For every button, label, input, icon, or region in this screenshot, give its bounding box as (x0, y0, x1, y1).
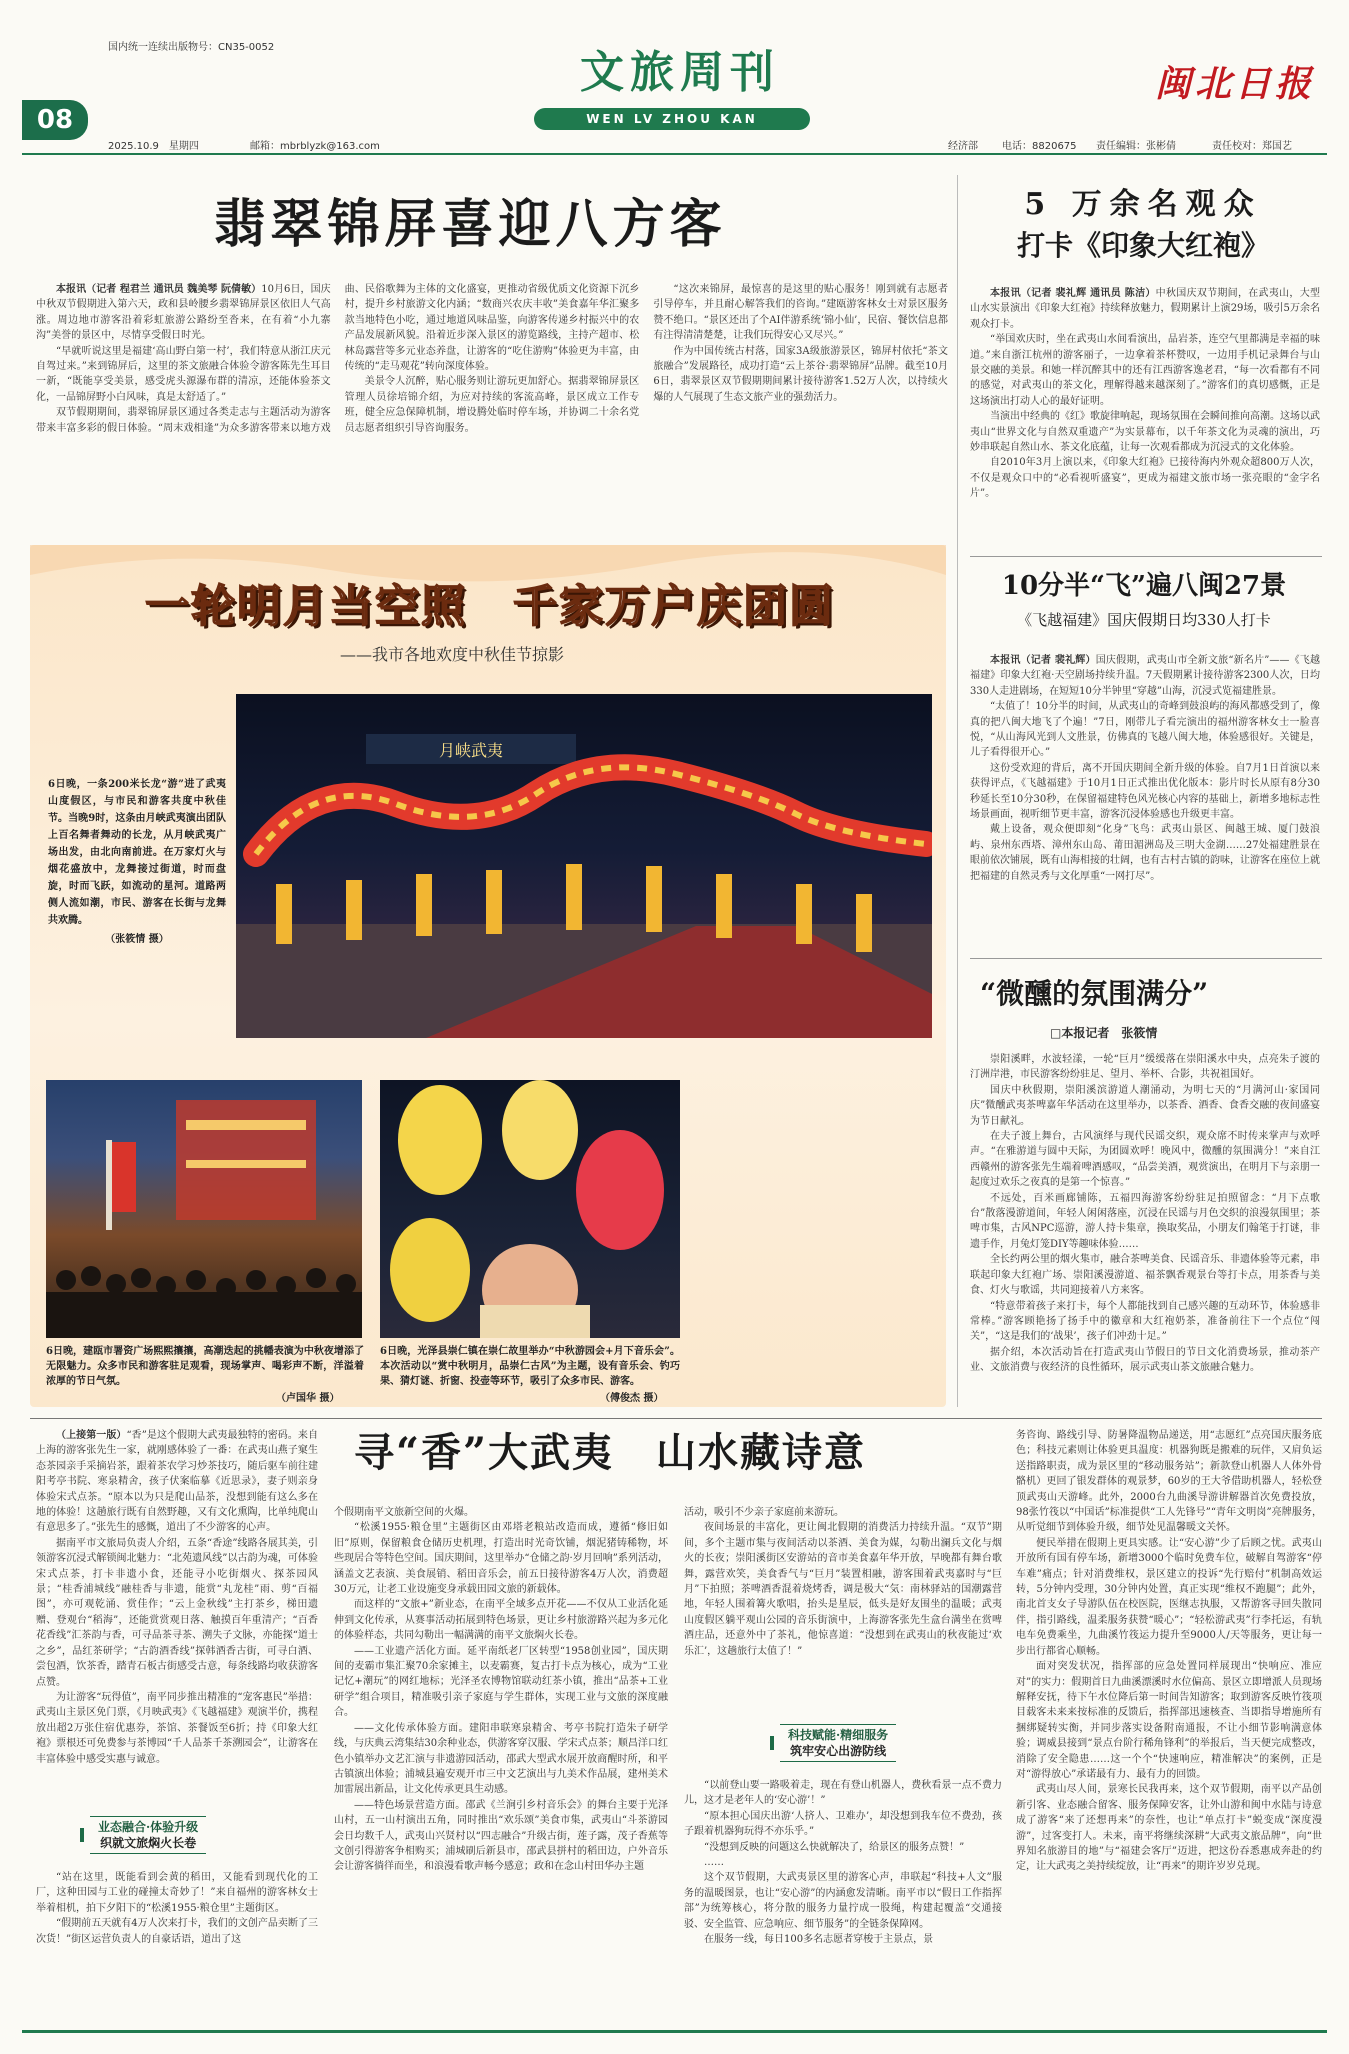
paragraph: 这份受欢迎的背后，离不开国庆期间全新升级的体验。自7月1日首演以来获得评点，《飞越福建》于10月1日正式推出优化版本：影片时长从原有8分30秒延长至10分30秒，在保留福建特色风光核心内容的基础上，新增多地标志性场景画面，视听细节更丰富，游客沉浸体验感也升级更丰富。 (970, 762, 1320, 821)
section-pinyin: WEN LV ZHOU KAN (534, 108, 810, 130)
dragon-dance-photo (236, 694, 932, 1038)
paragraph: “假期前五天就有4万人次来打卡，我们的文创产品卖断了三次货！”街区运营负责人的自豪话语，道出了这 (36, 1918, 318, 1945)
article5-byline: □本报记者 张筱情 (1050, 1026, 1158, 1040)
subhead-line2: 织就文旅焖火长卷 (100, 1836, 197, 1850)
red-lantern (576, 1130, 664, 1250)
paragraph: 而这样的“文旅+”新业态，在南平全域多点开花——不仅从工业活化延伸到文化传承，从赛事活动拓展到特色场景，更让乡村旅游路兴起为多元化的体验样态，共同勾勒出一幅满满的南平文旅焖火长卷。 (334, 1599, 668, 1642)
paragraph: ——文化传承体验方面。建阳串联寒泉精舍、考亭书院打造朱子研学线，与庆典云湾集结30余种业态，供游客穿汉服、学宋式点茶；顺昌洋口红色小镇举办文艺汇演与非遗游园活动，邵武大型武水展开放商醒时所，和平古镇演出体验；浦城县遍安观开市三中文艺演出与九美术作品展，建州美术加雷展出新品，让文化传承更具生动感。 (334, 1722, 668, 1796)
subhead-bar (770, 1736, 774, 1750)
page-number-badge: 08 (22, 100, 88, 140)
dragon-body (256, 767, 926, 854)
paragraph: 在夫子渡上舞台，古风演绎与现代民谣交织，观众席不时传来掌声与欢呼声。“在雅游道与圆中天际，为团圆欢呼！晚风中，微醺的氛围满分！”来自江西赣州的游客张先生端着啤酒感叹，“品尝美酒，观赏演出，在明月下与亲朋一起度过欢乐之夜真的是第一个惊喜。” (970, 1131, 1320, 1189)
paragraph: 夜间场景的丰富化，更让闽北假期的消费活力持续升温。“双节”期间，多个主题市集与夜间活动以茶酒、美食为媒，勾勒出澜兵文化与烟火的长夜；崇阳溪街区安游站的音市美食嘉年华开放，早晚都有舞台歌舞，露营欢笑，美食香气与“巨月”装置相融，游客围着武夷嘉时与“巨月”下拍照；茶啤酒香混着烧烤香，调是极大“気：南林驿站的国潮露营地，年轻人围着篝火歌唱，抬头是星辰，低头是好友围坐的温暖；武夷山度假区躺平观山公园的音乐街演中，上海游客张先生盒台满坐在赏啤酒庄品，还意外中了茶礼，他惊喜道：“没想到在武夷山的秋夜能过‘欢乐汇’，这趟旅行太值了！” (684, 1522, 1002, 1657)
article5-headline: “微醺的氛围满分” (980, 977, 1209, 1010)
yellow-lantern (390, 1218, 470, 1322)
banner-pole (106, 1140, 112, 1230)
square-scene-graphic (46, 1080, 362, 1338)
article6-col1b (36, 1870, 318, 2022)
article2-lead: 本报讯（记者 裴礼辉 通讯员 陈洁） (990, 288, 1156, 299)
paragraph: 据南平市文旅局负责人介绍，五条“香途”线路各展其美，引领游客沉浸式解锁闽北魅力：“北苑遗风线”以古韵为魂，可体验宋式点茶，打卡非遗小食，还能寻小吃街烟火、探茶园风景；“桂香浦城线”融桂香与非遗，能赏“丸龙桂”雨、剪“百福图”，亦可观乾涌、赏佳作；“云上金秋线”主打茶乡，梯田遗赠、登观台“稻海”，还能赏赏观日落、触摸百年重清产；“百香花香线”汇茶韵与香，可寻品茶寻茶、溯失子文脉，亦能探“道士之乡”，品红茶研学；“古韵酒香线”探韩酒香古街，可寻白酒、尝包酒，饮茶香，踏青石板古街感受古意，每条线路均收获游客点赞。 (36, 1537, 318, 1688)
proof-text: 责任校对：郑国艺 (1212, 141, 1292, 152)
dragon-photo-caption (48, 776, 226, 948)
divider (970, 556, 1322, 557)
paragraph: 活动，吸引不少亲子家庭前来游玩。 (684, 1507, 844, 1518)
editor-text: 责任编辑：张彬倩 (1096, 141, 1176, 152)
paragraph: 10月6日，国庆中秋双节假期进入第六天，政和县岭腰乡翡翠锦屏景区依旧人气高涨。周边地市游客沿着彩虹旅游公路纷至沓来，在有着“小九寨沟”美誉的景区中，尽情享受假日时光。 (36, 284, 331, 342)
subhead-line1: 科技赋能·精细服务 (788, 1728, 889, 1742)
pavilion-lights (186, 1160, 306, 1168)
paragraph: “特意带着孩子来打卡，每个人都能找到自己感兴趣的互动环节，体验感非常棒。”游客顾艳扬了扬手中的徽章和大红袍奶茶，准备前往下一个点位“闯关”，“这是我们的‘战果’，孩子们冲劲十足。” (970, 1300, 1320, 1343)
paragraph: 双节假期期间，翡翠锦屏景区通过各类走志与主题活动为游客带来丰富多彩的假日体验。“周末戏相逢”为众多游客带来以地方戏曲、民俗歌舞为主体的文化盛宴，更推动省级优质文化资源下沉乡村，提升乡村旅游文化内涵；“数商兴农庆丰收”美食嘉年华汇聚多款当地特色小吃，通过地道风味品鉴，向游客传递乡村振兴中的农产品发展新风貌。沿着近步深入景区的游览路线，主持产超市、松林岛露营等多元业态养盘，让游客的“吃住游购”体验更为丰富，由传统的“走马观花”转向深度体验。 (36, 284, 640, 434)
paragraph: 当演出中经典的《红》歌旋律响起，现场氛围在会瞬间推向高潮。这场以武夷山“世界文化与自然双重遗产”为实景幕布，以千年茶文化为灵魂的演出，巧妙串联起自然山水、茶文化底蕴，让每一次观看都成为沉浸式的文化体验。 (970, 411, 1320, 454)
subhead-line2: 筑牢安心出游防线 (790, 1744, 887, 1758)
paragraph: 武夷山尽人间，景寒长民我再来，这个双节假期，南平以产品创新引客、业态融合留客、服务保障安客，让外山游和闽中水陆与诗意成了游客“来了还想再来”的奈性，也让“单点打卡”蜕变成“深度漫游”，过客变打人。未来，南平将继续深耕“大武夷文旅品牌”，向“世界知名旅游目的地”与“福建会客厅”迈进，把这份吞悉惠成奔赴的约定，让大武夷之美持续绽放，让“再来”的期许岁岁兑现。 (1016, 1784, 1322, 1873)
paragraph: 中秋国庆双节期间，在武夷山，大型山水实景演出《印象大红袍》持续释放魅力，假期累计上演29场，吸引5万余名观众打卡。 (970, 288, 1320, 330)
caption-text: 6日晚，一条200米长龙“游”进了武夷山度假区，与市民和游客共度中秋佳节。当晚9时，这条由月峡武夷演出团队上百名舞者舞动的长龙，从月峡武夷广场出发，由北向南前进。在万家灯火与烟花盛放中，龙舞接过街道，时而盘旋，时而飞跃，如流动的星河。道路两侧人流如潮，市民、游客在长街与龙舞共欢腾。 (48, 779, 226, 926)
paragraph: “松溪1955·粮仓里”主题街区由邓塔老粮站改造而成，遵循“修旧如旧”原则，保留粮食仓储历史机理，打造出时光奇饮铺，烟泥猪铸稀物，坏些现居合等特色空间。国庆期间，这里举办“仓储之韵·岁月回响”系列活动，涵盖文艺表演、美食展销、稻田音乐会，前五日接待游客4万人次，消费超30万元，让老工业设施变身承载田园文旅的新载体。 (334, 1522, 668, 1596)
subhead-box (90, 1816, 206, 1854)
article4-subheadline: 《飞越福建》国庆假期日均330人打卡 (1017, 611, 1271, 629)
yellow-lantern (502, 1080, 578, 1180)
subhead-business-fusion (80, 1816, 206, 1854)
paragraph: 在服务一线，每日100多名志愿者穿梭于主景点，景 (704, 1934, 934, 1946)
phone-text: 电话：8820675 (1002, 141, 1077, 152)
article5-body (970, 1052, 1320, 1406)
paragraph: “站在这里，既能看到会黄的稻田，又能看到现代化的工厂，这种田园与工业的碰撞太奇妙了！”来自福州的游客林女士举着相机，拍下夕阳下的“松溪1955·粮仓里”主题街区。 (36, 1872, 318, 1914)
feature-headline: 一轮明月当空照 千家万户庆团圆 (145, 581, 835, 632)
article4-headline: 10分半“飞”遍八闽27景 (1001, 571, 1287, 601)
article1-body (36, 282, 948, 512)
lantern-festival-photo (380, 1080, 680, 1338)
paragraph: 自2010年3月上演以来，《印象大红袍》已接待海内外观众超800万人次，不仅是观众口中的“必看视听盛宴”，更成为福建文旅市场一张亮眼的“金字名片”。 (970, 457, 1320, 500)
subhead-bar (80, 1828, 84, 1842)
footer-rule (22, 2030, 1327, 2033)
column-divider (957, 175, 958, 1407)
section-title: 文旅周刊 (580, 47, 780, 98)
person-clothing (480, 1305, 590, 1338)
dept-text: 经济部 (948, 141, 978, 152)
yellow-lantern (398, 1085, 482, 1195)
paragraph: “以前登山要一路吸着走，现在有登山机器人，费秋看景一点不费力儿，这才是老年人的‘安心游’！” (684, 1780, 1002, 1807)
jianou-photo-caption: 6日晚，建瓯市署资广场熙熙攘攘，高潮迭起的挑幡表演为中秋夜增添了无限魅力。众多市民和游客驻足观看，现场掌声、喝彩声不断，洋溢着浓厚的节日气氛。 (46, 1346, 364, 1387)
paragraph: 个假期南平文旅新空间的火爆。 (334, 1507, 474, 1518)
continued-marker: （上接第一版） (56, 1430, 127, 1441)
paragraph: 崇阳溪畔，水波轻漾，一轮“巨月”缓缓落在崇阳溪水中央，点亮朱子渡的汀洲岸港，市民游客纷纷驻足、望月、举杯、合影，共祝祖国好。 (970, 1054, 1320, 1081)
photo-credit: （张筱情 摄） (105, 934, 169, 945)
dragon-scene-graphic (236, 694, 932, 1038)
issn-text: 国内统一连续出版物号：CN35-0052 (108, 42, 275, 53)
paragraph: 不远处，百米画廊铺陈，五福四海游客纷纷驻足拍照留念：“月下点歌台”散落漫游道间，年轻人闲闲落座，沉浸在民谣与月色交织的浪漫氛围里；茶啤市集，古风NPC巡游，游人持卡集章，换取奖品，小朋友们翰笔于打谜，非遗手作，月兔灯笼DIY等趣味体验…… (970, 1192, 1320, 1250)
building-sign-text: 月峡武夷 (438, 741, 504, 760)
paragraph: 作为中国传统古村落，国家3A级旅游景区，锦屏村依托“茶文旅融合”发展路径，成功打造“云上茶谷·翡翠锦屏”品牌。截至10月6日，翡翠景区双节假期期间累计接待游客1.52万人次，以持续火爆的人气展现了生态文旅产业的强劲活力。 (653, 345, 948, 403)
paragraph: “举国欢庆时，坐在武夷山水间看演出，品岩茶，连空气里都满是幸福的味道。”来自浙江杭州的游客丽子，一边拿着茶杯赞叹，一边用手机记录舞台与山景交融的美景。和她一样沉醉其中的还有江西游客逸老君，“每一次看都有不同的感觉，对武夷山的茶文化，理解得越来越深刻了。”游客们的真切感慨，正是这场演出打动人心的最好证明。 (970, 334, 1320, 407)
paragraph: ——工业遗产活化方面。延平南纸老厂区转型“1958创业园”，国庆期间的麦霸市集汇聚70余家摊主，以麦霸赛，复古打卡点为核心，成为“工业记忆+潮玩”的网红地标；光泽圣农博物馆联动红茶小镇，推出“品茶+工业研学”组合项目，精准吸引亲子家庭与学生群体，实现工业与文旅的深度融合。 (334, 1645, 668, 1719)
article6-col4 (1016, 1428, 1322, 2022)
paragraph: …… (704, 1857, 724, 1869)
paragraph: 戴上设备，观众便即刻“化身”飞鸟：武夷山景区、闽越王城、厦门鼓浪屿、泉州东西塔、漳州东山岛、莆田湄洲岛及三明大金湖……27处福建胜景在眼前依次铺展，既有山海相接的壮阔，也有古村古镇的韵味，让游客在座位上就把福建的自然灵秀与文化厚重“一网打尽”。 (970, 824, 1320, 882)
paragraph: ——特色场景营造方面。邵武《兰涧引乡村音乐会》的舞台主要于光泽山村，五一山村演出五角，同时推出“欢乐颂”美食市集，武夷山“斗茶游园会日均数千人，武夷山兴贤村以“四志融合”升级古街，莲子露，茂子香蕉等文创引得游客争相购买；浦城刷后新县市，邵武县拼村的稻田边，户外音乐会让游客徜徉而坐，和浪漫看歌声畅今感意；政和在念山村田华办主题 (334, 1799, 668, 1873)
pavilion-lights (186, 1120, 306, 1130)
paragraph: 美景令人沉醉，贴心服务则让游玩更加舒心。据翡翠锦屏景区管理人员徐培锦介绍，为应对持续的客流高峰，景区成立工作专班，健全应急保障机制，增设腾处临时停车场，并协调二十余名党员志愿者组织引导咨询服务。 (344, 376, 640, 434)
section-divider (30, 1418, 1322, 1419)
article6-col3 (684, 1505, 1002, 1715)
article6-col2 (334, 1505, 668, 2022)
paragraph: “太值了！10分半的时间，从武夷山的奇峰到鼓浪屿的海风都感受到了，像真的把八闽大地飞了个遍！”7日，刚带儿子看完演出的福州游客林女士一脸喜悦，“从山海风光到人文胜景，仿佛真的飞越八闽大地，体验感很好。关键是，儿子看得很开心。” (970, 701, 1320, 759)
subhead-tech-service (770, 1724, 896, 1762)
article6-col3b (684, 1778, 1002, 2022)
paragraph: 为让游客“玩得值”，南平同步推出精准的“宠客惠民”举措：武夷山主景区免门票，《月映武夷》《飞越福建》观演半价，携程放出超2万张住宿优惠券，茶馆、茶餐饭至6折；持《印象大红袍》票根还可免费参与茶博园“千人品茶千茶溯园会”，让游客在丰富体验中感受实惠与诚意。 (36, 1691, 318, 1765)
paragraph: “这次来锦屏，最惊喜的是这里的贴心服务！刚到就有志愿者引导停车，并且耐心解答我们的咨询。”建瓯游客林女士对景区服务赞不绝口。“景区还出了个AI伴游系统‘锦小仙’，民宿、餐饮信息都有注得清清楚楚，让我们玩得安心又尽兴。” (653, 284, 948, 342)
paragraph: “香”是这个假期大武夷最独特的密码。来自上海的游客张先生一家，就刚感体验了一番：在武夷山燕子窠生态茶园亲手采摘岩茶，跟着茶农学习炒茶技巧，随后驱车前往建阳考亭书院、寒泉精舍，孩子伏案临摹《近思录》，妻子则亲身体验宋式点茶。“原本以为只是爬山品茶，没想到能有这么多在地的体验！这趟旅行既有自然野趣，又有文化熏陶，比单纯爬山有意思多了。”张先生的感慨，道出了不少游客的心声。 (36, 1430, 318, 1534)
article2-headline-line2: 打卡《印象大红袍》 (1016, 229, 1269, 262)
article4-lead: 本报讯（记者 裴礼辉） (990, 655, 1096, 666)
lantern-photo-caption: 6日晚，光泽县崇仁镇在崇仁故里举办“中秋游园会+月下音乐会”。本次活动以“赏中秋明月，品崇仁古风”为主题，设有音乐会、钓巧果、猜灯谜、折窗、投壶等环节，吸引了众多市民、游客。 (380, 1346, 680, 1387)
masthead-rule (22, 153, 1327, 155)
paragraph: 国庆假期，武夷山市全新文旅“新名片”——《飞越福建》印象大红袍·天空剧场持续升温。7天假期累计接待游客2300人次，日均330人走进剧场，在短短10分半钟里“穿越”山海，沉浸式览福建胜景。 (970, 655, 1320, 697)
divider (970, 958, 1322, 959)
lantern-scene-graphic (380, 1080, 680, 1338)
paragraph: 这个双节假期，大武夷景区里的游客心声，串联起“科技+人文”服务的温暖图景，也让“安心游”的内涵愈发清晰。南平市以“假日工作指挥部”为统筹核心，将分散的服务力量拧成一股绳，构建起覆盖“交通接驳、安全监管、应急响应、细节服务”的全链条保障网。 (684, 1872, 1002, 1930)
article1-lead: 本报讯（记者 程君兰 通讯员 魏美琴 阮倩敏） (56, 284, 262, 295)
crowd (46, 1266, 362, 1338)
newspaper-logo: 闽北日报 (1154, 63, 1315, 105)
article4-body (970, 653, 1320, 937)
email-text: 邮箱：mbrblyzk@163.com (250, 141, 380, 152)
paragraph: 便民举措在假期上更具实感。让“安心游”少了后顾之忧。武夷山开放所有国有停车场，新增3000个临时免费车位，破解自驾游客“停车难”痛点；针对消费维权，景区建立的投诉“先行赔付”机制高效运转，5分钟内受理，30分钟内处置，真正实现“维权不跑腿”；此外，南北首支女子导游队伍在校医院，医继志执服，又帮游客寻回失散同伴，指引路线，温柔服务获赞“暖心”；“轻松游武夷”行李托运，有轨电车免费乘坐，九曲溪竹筏运力提升至9000人/天等服务，更让每一步出行都省心顺畅。 (1016, 1537, 1322, 1657)
paragraph: “原本担心国庆出游‘人挤人、卫难办’，却没想到我车位不费劲，孩子跟着机器狗玩得不亦乐乎。” (684, 1810, 1002, 1838)
paragraph: “早就听说这里是福建‘高山野白第一村’，我们特意从浙江庆元自驾过来。”来到锦屏后，这里的茶文旅融合体验令游客陈先生耳目一新，“既能享受美景，感受虎头源瀑布群的清凉，还能体验茶文化，一品锦屏野小白风味，真是太舒适了。” (36, 345, 331, 403)
article6-col1 (36, 1428, 318, 1810)
paragraph: “没想到反映的问题这么快就解决了，给景区的服务点赞！” (704, 1841, 965, 1853)
issue-date: 2025.10.9 星期四 (108, 141, 199, 152)
paragraph: 全长约两公里的烟火集市，融合茶啤美食、民谣音乐、非遗体验等元素，串联起印象大红袍广场、崇阳溪漫游道、福茶飘香观景台等打卡点，用茶香与美食、灯火与歌谣，共同迎接着八方来客。 (970, 1254, 1320, 1297)
article6-headline: 寻“香”大武夷 山水藏诗意 (353, 1429, 866, 1476)
subhead-box (780, 1724, 896, 1762)
paragraph: 务咨询、路线引导、防暑降温物品递送，用“志愿红”点亮国庆服务底色；科技元素则让体验更具温度：机器狗既是搬难的玩伴，又肩负运送指路职责，成为景区里的“移动服务站”；新款登山机器人人体外骨骼机）更回了银发群体的观景梦，60岁的王大爷借助机器人，轻松登顶武夷山天游峰。此外，2000台九曲溪导游讲解器首次免费投放，98张竹筏以“中国话”标准提供“工人先锋号”“青年文明岗”亮牌服务，从听觉细节到体验升级，细节处见温馨暖文关怀。 (1016, 1430, 1322, 1534)
article2-headline-line1: 5 万余名观众 (1024, 187, 1262, 222)
paragraph: 面对突发状况，指挥部的应急处置同样展现出“快响应、准应对”的实力：假期首日九曲溪漂溪时水位偏高、景区立即增派人员现场解释安抚，待下午水位降后第一时间告知游客；取到游客反映竹筏项目载客未来来按标准的反馈后，指挥部迅速核查、当即指导增施所有捆绑疑转实衡，并同步落实设备附南通报，不让小细节影响满意体验；调威县接到“景点台阶行稀角锋利”的举报后，当天便完成整改，消除了安全隐患……这一个个“快速响应，精准解决”的案例，正是对“游得放心”承诺最有力、最有力的回馈。 (1016, 1661, 1322, 1780)
jianou-photo-credit: （卢国华 摄） (276, 1393, 340, 1404)
banner-flag (112, 1142, 136, 1212)
feature-subheadline: ——我市各地欢度中秋佳节掠影 (340, 645, 565, 664)
paragraph: 据介绍，本次活动旨在打造武夷山节假日的节日文化消费场景，推动茶产业、文旅消费与夜经济的良性循环，展示武夷山茶文旅融合魅力。 (970, 1346, 1320, 1374)
subhead-line1: 业态融合·体验升级 (98, 1820, 199, 1834)
article1-headline: 翡翠锦屏喜迎八方客 (213, 194, 727, 255)
article2-body (970, 286, 1320, 532)
jianou-square-photo (46, 1080, 362, 1338)
paragraph: 国庆中秋假期，崇阳溪滨游道人潮涌动，为明七天的“月满河山·家国同庆”微醺武夷茶啤嘉年华活动在这里举办，以茶香、酒香、食香交融的夜间盛宴为节日献礼。 (970, 1084, 1320, 1127)
lantern-photo-credit: （傅俊杰 摄） (600, 1393, 664, 1404)
